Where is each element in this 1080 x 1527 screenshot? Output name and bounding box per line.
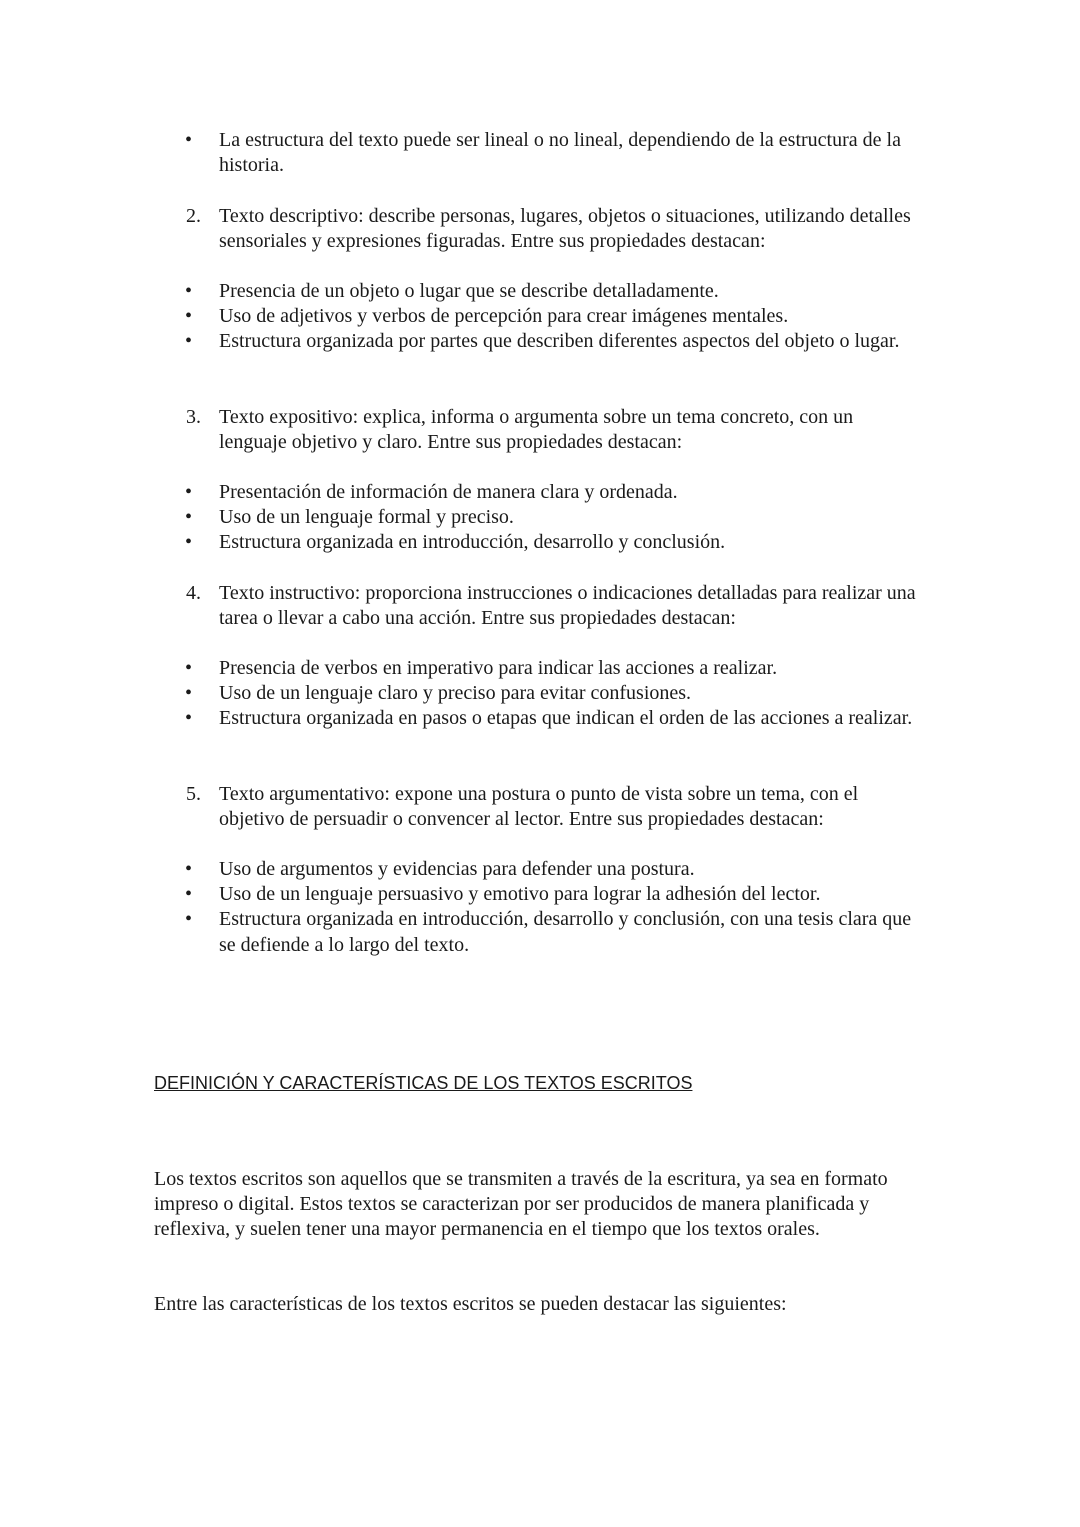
section-text: Texto argumentativo: expone una postura o punto de vista sobre un tema, con el objetivo de persuadir o convencer al lector. Entre sus propiedades destacan:: [219, 783, 859, 831]
bullet-icon: •: [185, 129, 193, 151]
list-item-text: Estructura organizada en introducción, desarrollo y conclusión, con una tesis clara que se defiende a lo largo del texto.: [219, 908, 912, 956]
section-5-bullets: [0, 857, 1080, 958]
list-item-text: Estructura organizada en introducción, desarrollo y conclusión.: [219, 531, 726, 554]
section-text: Texto instructivo: proporciona instrucciones o indicaciones detalladas para realizar una tarea o llevar a cabo una acción. Entre sus propiedades destacan:: [219, 582, 916, 630]
list-item-text: Uso de un lenguaje persuasivo y emotivo para lograr la adhesión del lector.: [219, 883, 821, 906]
list-item-text: Estructura organizada por partes que describen diferentes aspectos del objeto o lugar.: [219, 330, 900, 353]
bullet-icon: •: [185, 883, 193, 906]
paragraph: Los textos escritos son aquellos que se transmiten a través de la escritura, ya sea en formato impreso o digital. Estos textos se caracterizan por ser producidos de manera planificada y reflexiva, y suelen tener una mayor permanencia en el tiempo que los textos orales.: [154, 1168, 888, 1241]
bullet-icon: •: [185, 908, 193, 931]
list-item: [0, 656, 919, 681]
bullet-icon: •: [185, 481, 193, 503]
bullet-icon: •: [185, 506, 193, 529]
section-heading: DEFINICIÓN Y CARACTERÍSTICAS DE LOS TEXTOS ESCRITOS: [154, 1073, 693, 1093]
bullet-icon: •: [185, 858, 193, 880]
list-item-text: Uso de un lenguaje claro y preciso para evitar confusiones.: [219, 682, 692, 705]
bullet-icon: •: [185, 657, 193, 679]
intro-bullet-list: [0, 128, 1080, 178]
section-text: Texto descriptivo: describe personas, lugares, objetos o situaciones, utilizando detalles sensoriales y expresiones figuradas. Entre sus propiedades destacan:: [219, 205, 911, 253]
list-item: [0, 706, 919, 731]
bullet-icon: •: [185, 682, 193, 705]
section-3-bullets: [0, 480, 1080, 556]
bullet-icon: •: [185, 305, 193, 328]
bullet-icon: •: [185, 531, 193, 554]
list-item: [0, 681, 919, 706]
list-item: [0, 279, 919, 304]
list-number: 2.: [186, 205, 201, 227]
bullet-icon: •: [185, 280, 193, 302]
list-number: 4.: [186, 582, 201, 604]
list-item-text: Uso de adjetivos y verbos de percepción para crear imágenes mentales.: [219, 305, 789, 328]
list-item: [0, 857, 919, 882]
list-number: 5.: [186, 783, 201, 805]
list-item: [0, 128, 919, 178]
list-number: 3.: [186, 406, 201, 428]
list-item-text: Presencia de verbos en imperativo para indicar las acciones a realizar.: [219, 657, 778, 679]
list-item-text: Estructura organizada en pasos o etapas que indican el orden de las acciones a realizar.: [219, 707, 913, 730]
bullet-icon: •: [185, 330, 193, 353]
paragraph: Entre las características de los textos escritos se pueden destacar las siguientes:: [154, 1293, 787, 1315]
list-item-text: Uso de argumentos y evidencias para defender una postura.: [219, 858, 695, 880]
list-item: [0, 329, 919, 354]
list-item-text: Presentación de información de manera clara y ordenada.: [219, 481, 678, 503]
list-item-text: Presencia de un objeto o lugar que se describe detalladamente.: [219, 280, 719, 302]
list-item: [0, 882, 919, 907]
list-item: [0, 530, 919, 555]
list-item: [0, 480, 919, 505]
section-text: Texto expositivo: explica, informa o argumenta sobre un tema concreto, con un lenguaje objetivo y claro. Entre sus propiedades destacan:: [219, 406, 854, 454]
section-4-heading: [0, 581, 1080, 631]
bullet-icon: •: [185, 707, 193, 730]
list-item: [0, 505, 919, 530]
list-item-text: Uso de un lenguaje formal y preciso.: [219, 506, 514, 529]
section-3-heading: [0, 405, 1080, 455]
list-item: [0, 304, 919, 329]
list-item: [0, 907, 919, 957]
section-2-bullets: [0, 279, 1080, 355]
list-item-text: La estructura del texto puede ser lineal o no lineal, dependiendo de la estructura de la historia.: [219, 129, 901, 177]
section-5-heading: [0, 782, 1080, 832]
section-2-heading: [0, 204, 1080, 254]
section-4-bullets: [0, 656, 1080, 732]
